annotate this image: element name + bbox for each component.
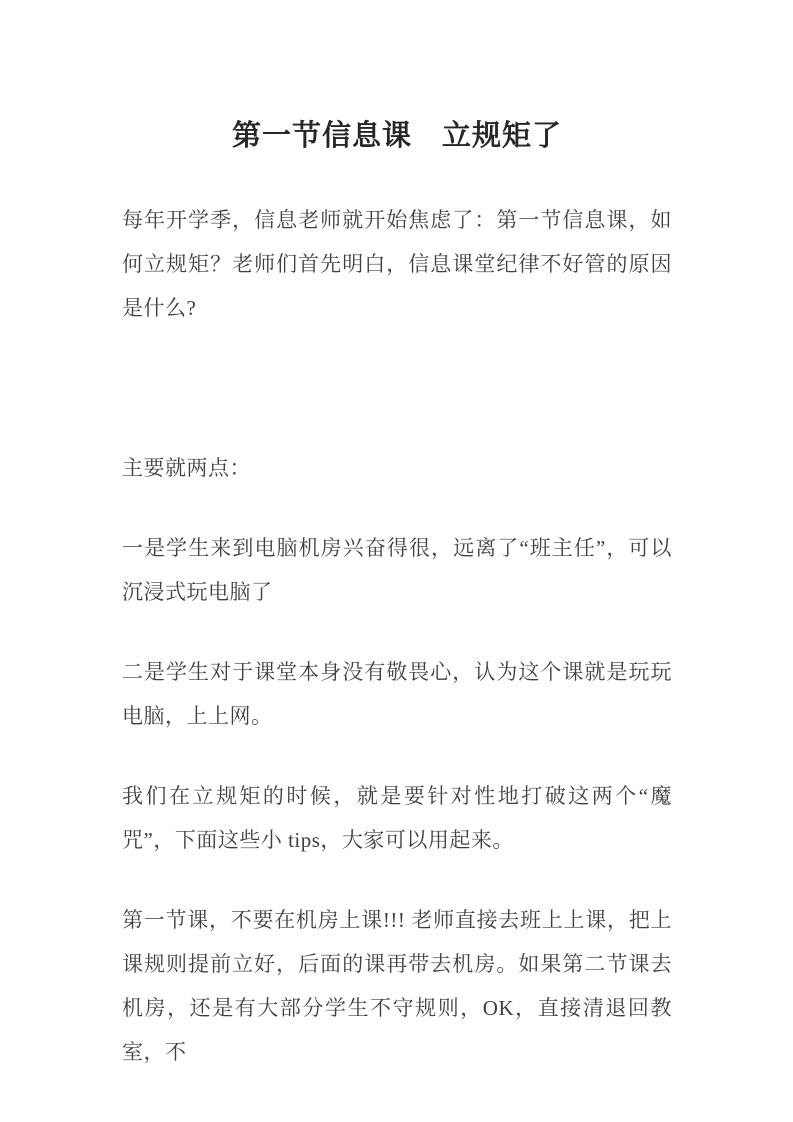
document-title: 第一节信息课 立规矩了	[231, 120, 562, 152]
paragraph-empty-line	[122, 366, 672, 410]
paragraph-first-lesson-tip: 第一节课，不要在机房上课!!! 老师直接去班上上课，把上课规则提前立好，后面的课再带去机房。如果第二节课去机房，还是有大部分学生不守规则，OK，直接清退回教室，不	[122, 908, 672, 1064]
paragraph-intro: 每年开学季，信息老师就开始焦虑了：第一节信息课，如何立规矩？老师们首先明白，信息课堂纪律不好管的原因是什么?	[122, 208, 672, 320]
paragraph-point-one: 一是学生来到电脑机房兴奋得很，远离了“班主任”，可以沉浸式玩电脑了	[122, 536, 672, 604]
paragraph-break-spells: 我们在立规矩的时候，就是要针对性地打破这两个“魔咒”，下面这些小 tips，大家可以用起来。	[122, 784, 672, 852]
paragraph-point-two: 二是学生对于课堂本身没有敬畏心，认为这个课就是玩玩电脑，上上网。	[122, 660, 672, 728]
paragraph-two-points-lead: 主要就两点：	[122, 456, 251, 480]
